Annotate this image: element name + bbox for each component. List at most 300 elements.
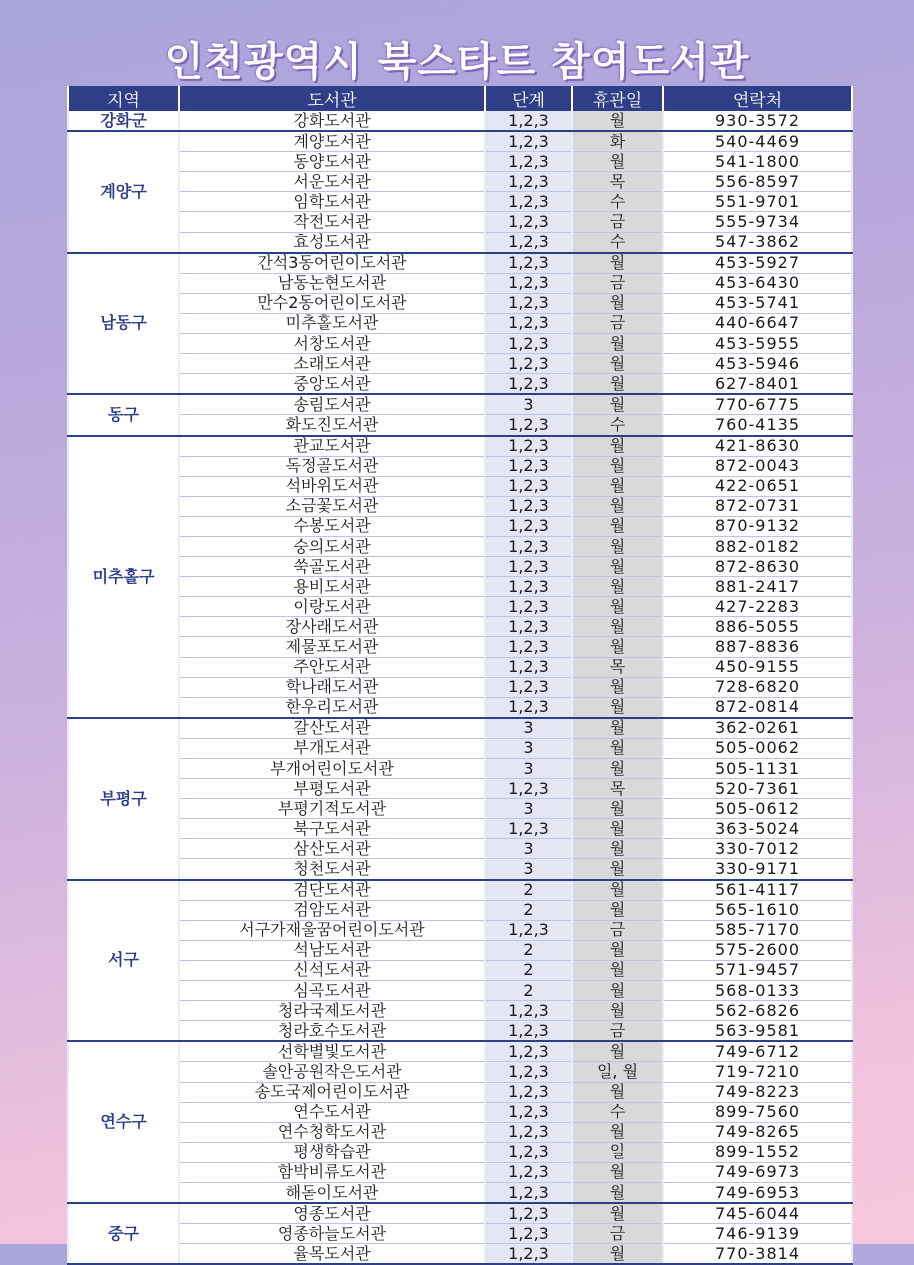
closed-day-cell: 금 — [572, 920, 663, 940]
step-cell: 1,2,3 — [485, 334, 572, 354]
table-row — [68, 617, 852, 637]
table-row — [68, 577, 852, 597]
phone-cell: 505-0062 — [663, 738, 852, 758]
closed-day-cell: 월 — [572, 960, 663, 980]
closed-day-cell: 월 — [572, 394, 663, 415]
table-row — [68, 839, 852, 859]
library-name-cell: 북구도서관 — [179, 819, 485, 839]
table-row — [68, 131, 852, 152]
phone-cell: 627-8401 — [663, 374, 852, 395]
closed-day-cell: 월 — [572, 496, 663, 516]
table-row — [68, 1082, 852, 1102]
step-cell: 1,2,3 — [485, 354, 572, 374]
phone-cell: 565-1610 — [663, 900, 852, 920]
library-name-cell: 영종도서관 — [179, 1203, 485, 1224]
library-name-cell: 용비도서관 — [179, 577, 485, 597]
table-row — [68, 1244, 852, 1265]
table-row — [68, 1102, 852, 1122]
library-name-cell: 소금꽃도서관 — [179, 496, 485, 516]
library-name-cell: 솔안공원작은도서관 — [179, 1062, 485, 1082]
table-row — [68, 597, 852, 617]
step-cell: 3 — [485, 839, 572, 859]
library-name-cell: 부개어린이도서관 — [179, 759, 485, 779]
closed-day-cell: 월 — [572, 374, 663, 395]
closed-day-cell: 월 — [572, 111, 663, 131]
table-row — [68, 637, 852, 657]
table-row — [68, 677, 852, 697]
step-cell: 3 — [485, 738, 572, 758]
library-name-cell: 소래도서관 — [179, 354, 485, 374]
table-row — [68, 1162, 852, 1182]
step-cell: 1,2,3 — [485, 1142, 572, 1162]
step-cell: 1,2,3 — [485, 415, 572, 436]
closed-day-cell: 월 — [572, 334, 663, 354]
table-row — [68, 415, 852, 436]
library-name-cell: 함박비류도서관 — [179, 1162, 485, 1182]
phone-cell: 363-5024 — [663, 819, 852, 839]
step-cell: 2 — [485, 940, 572, 960]
library-name-cell: 서창도서관 — [179, 334, 485, 354]
phone-cell: 872-0731 — [663, 496, 852, 516]
library-name-cell: 신석도서관 — [179, 960, 485, 980]
library-name-cell: 부개도서관 — [179, 738, 485, 758]
step-cell: 1,2,3 — [485, 212, 572, 232]
table-row — [68, 354, 852, 374]
closed-day-cell: 월 — [572, 436, 663, 457]
phone-cell: 547-3862 — [663, 232, 852, 253]
table-row — [68, 1224, 852, 1244]
phone-cell: 561-4117 — [663, 880, 852, 901]
table-row — [68, 940, 852, 960]
closed-day-cell: 월 — [572, 759, 663, 779]
step-cell: 3 — [485, 859, 572, 880]
phone-cell: 899-7560 — [663, 1102, 852, 1122]
region-cell: 동구 — [68, 394, 179, 435]
closed-day-cell: 월 — [572, 1082, 663, 1102]
library-name-cell: 심곡도서관 — [179, 981, 485, 1001]
step-cell: 1,2,3 — [485, 192, 572, 212]
table-row — [68, 1021, 852, 1042]
step-cell: 1,2,3 — [485, 1182, 572, 1203]
table-row — [68, 293, 852, 313]
step-cell: 1,2,3 — [485, 1102, 572, 1122]
phone-cell: 427-2283 — [663, 597, 852, 617]
phone-cell: 749-8223 — [663, 1082, 852, 1102]
step-cell: 1,2,3 — [485, 313, 572, 333]
library-name-cell: 미추홀도서관 — [179, 313, 485, 333]
library-name-cell: 화도진도서관 — [179, 415, 485, 436]
closed-day-cell: 월 — [572, 1244, 663, 1265]
library-name-cell: 작전도서관 — [179, 212, 485, 232]
closed-day-cell: 월 — [572, 354, 663, 374]
phone-cell: 563-9581 — [663, 1021, 852, 1042]
phone-cell: 330-7012 — [663, 839, 852, 859]
phone-cell: 749-6953 — [663, 1182, 852, 1203]
table-row — [68, 273, 852, 293]
phone-cell: 887-8836 — [663, 637, 852, 657]
closed-day-cell: 목 — [572, 779, 663, 799]
phone-cell: 422-0651 — [663, 476, 852, 496]
table-row — [68, 718, 852, 739]
step-cell: 1,2,3 — [485, 697, 572, 718]
library-name-cell: 청라호수도서관 — [179, 1021, 485, 1042]
table-row — [68, 557, 852, 577]
step-cell: 1,2,3 — [485, 131, 572, 152]
library-name-cell: 임학도서관 — [179, 192, 485, 212]
table-row — [68, 516, 852, 536]
closed-day-cell: 월 — [572, 900, 663, 920]
step-cell: 1,2,3 — [485, 476, 572, 496]
library-name-cell: 선학별빛도서관 — [179, 1041, 485, 1062]
header-library: 도서관 — [179, 86, 485, 111]
closed-day-cell: 월 — [572, 253, 663, 274]
phone-cell: 541-1800 — [663, 152, 852, 172]
step-cell: 1,2,3 — [485, 1122, 572, 1142]
table-row — [68, 1062, 852, 1082]
library-name-cell: 율목도서관 — [179, 1244, 485, 1265]
table-row — [68, 1122, 852, 1142]
region-cell: 부평구 — [68, 718, 179, 880]
phone-cell: 728-6820 — [663, 677, 852, 697]
closed-day-cell: 월 — [572, 456, 663, 476]
closed-day-cell: 금 — [572, 273, 663, 293]
step-cell: 1,2,3 — [485, 374, 572, 395]
table-row — [68, 738, 852, 758]
step-cell: 1,2,3 — [485, 1244, 572, 1265]
library-name-cell: 간석3동어린이도서관 — [179, 253, 485, 274]
phone-cell: 453-5955 — [663, 334, 852, 354]
step-cell: 1,2,3 — [485, 496, 572, 516]
phone-cell: 330-9171 — [663, 859, 852, 880]
closed-day-cell: 월 — [572, 738, 663, 758]
closed-day-cell: 월 — [572, 880, 663, 901]
phone-cell: 450-9155 — [663, 657, 852, 677]
step-cell: 1,2,3 — [485, 273, 572, 293]
table-row — [68, 981, 852, 1001]
step-cell: 1,2,3 — [485, 1041, 572, 1062]
library-name-cell: 부평도서관 — [179, 779, 485, 799]
phone-cell: 746-9139 — [663, 1224, 852, 1244]
table-row — [68, 657, 852, 677]
step-cell: 1,2,3 — [485, 577, 572, 597]
table-row — [68, 374, 852, 395]
table-row — [68, 253, 852, 274]
library-name-cell: 청라국제도서관 — [179, 1001, 485, 1021]
closed-day-cell: 월 — [572, 839, 663, 859]
closed-day-cell: 월 — [572, 516, 663, 536]
library-table — [67, 86, 853, 1265]
library-name-cell: 만수2동어린이도서관 — [179, 293, 485, 313]
phone-cell: 760-4135 — [663, 415, 852, 436]
table-row — [68, 192, 852, 212]
library-name-cell: 강화도서관 — [179, 111, 485, 131]
closed-day-cell: 금 — [572, 1224, 663, 1244]
library-name-cell: 해돋이도서관 — [179, 1182, 485, 1203]
step-cell: 1,2,3 — [485, 557, 572, 577]
closed-day-cell: 월 — [572, 1182, 663, 1203]
table-row — [68, 536, 852, 556]
closed-day-cell: 월 — [572, 1122, 663, 1142]
library-name-cell: 검암도서관 — [179, 900, 485, 920]
library-name-cell: 숭의도서관 — [179, 536, 485, 556]
closed-day-cell: 수 — [572, 192, 663, 212]
library-name-cell: 중앙도서관 — [179, 374, 485, 395]
step-cell: 1,2,3 — [485, 779, 572, 799]
closed-day-cell: 월 — [572, 617, 663, 637]
library-name-cell: 쑥골도서관 — [179, 557, 485, 577]
table-row — [68, 759, 852, 779]
step-cell: 1,2,3 — [485, 1203, 572, 1224]
region-cell: 연수구 — [68, 1041, 179, 1203]
step-cell: 1,2,3 — [485, 1021, 572, 1042]
step-cell: 3 — [485, 759, 572, 779]
library-name-cell: 수봉도서관 — [179, 516, 485, 536]
phone-cell: 930-3572 — [663, 111, 852, 131]
step-cell: 1,2,3 — [485, 456, 572, 476]
phone-cell: 505-1131 — [663, 759, 852, 779]
phone-cell: 453-5927 — [663, 253, 852, 274]
phone-cell: 585-7170 — [663, 920, 852, 940]
phone-cell: 562-6826 — [663, 1001, 852, 1021]
table-row — [68, 111, 852, 131]
library-name-cell: 학나래도서관 — [179, 677, 485, 697]
closed-day-cell: 수 — [572, 232, 663, 253]
step-cell: 1,2,3 — [485, 920, 572, 940]
closed-day-cell: 일, 월 — [572, 1062, 663, 1082]
closed-day-cell: 금 — [572, 1021, 663, 1042]
table-row — [68, 1041, 852, 1062]
step-cell: 1,2,3 — [485, 1001, 572, 1021]
table-row — [68, 880, 852, 901]
library-name-cell: 석남도서관 — [179, 940, 485, 960]
library-name-cell: 연수도서관 — [179, 1102, 485, 1122]
closed-day-cell: 월 — [572, 1001, 663, 1021]
step-cell: 1,2,3 — [485, 516, 572, 536]
table-row — [68, 476, 852, 496]
step-cell: 1,2,3 — [485, 637, 572, 657]
closed-day-cell: 월 — [572, 981, 663, 1001]
table-row — [68, 394, 852, 415]
table-body — [68, 111, 852, 1264]
closed-day-cell: 금 — [572, 212, 663, 232]
closed-day-cell: 월 — [572, 859, 663, 880]
table-row — [68, 172, 852, 192]
step-cell: 1,2,3 — [485, 1062, 572, 1082]
phone-cell: 571-9457 — [663, 960, 852, 980]
closed-day-cell: 월 — [572, 637, 663, 657]
table-row — [68, 960, 852, 980]
table-row — [68, 1142, 852, 1162]
phone-cell: 881-2417 — [663, 577, 852, 597]
table-row — [68, 697, 852, 718]
library-name-cell: 영종하늘도서관 — [179, 1224, 485, 1244]
step-cell: 1,2,3 — [485, 1082, 572, 1102]
phone-cell: 568-0133 — [663, 981, 852, 1001]
header-closed-day: 휴관일 — [572, 86, 663, 111]
phone-cell: 520-7361 — [663, 779, 852, 799]
step-cell: 1,2,3 — [485, 172, 572, 192]
table-row — [68, 920, 852, 940]
table-row — [68, 1001, 852, 1021]
step-cell: 1,2,3 — [485, 819, 572, 839]
closed-day-cell: 월 — [572, 697, 663, 718]
table-row — [68, 334, 852, 354]
region-cell: 계양구 — [68, 131, 179, 253]
table-row — [68, 859, 852, 880]
phone-cell: 872-8630 — [663, 557, 852, 577]
phone-cell: 505-0612 — [663, 799, 852, 819]
library-name-cell: 송림도서관 — [179, 394, 485, 415]
phone-cell: 555-9734 — [663, 212, 852, 232]
table-row — [68, 313, 852, 333]
library-name-cell: 갈산도서관 — [179, 718, 485, 739]
step-cell: 1,2,3 — [485, 293, 572, 313]
step-cell: 1,2,3 — [485, 111, 572, 131]
library-name-cell: 남동논현도서관 — [179, 273, 485, 293]
closed-day-cell: 수 — [572, 1102, 663, 1122]
step-cell: 1,2,3 — [485, 536, 572, 556]
step-cell: 1,2,3 — [485, 597, 572, 617]
step-cell: 2 — [485, 981, 572, 1001]
phone-cell: 453-5741 — [663, 293, 852, 313]
closed-day-cell: 월 — [572, 1203, 663, 1224]
table-row — [68, 436, 852, 457]
closed-day-cell: 월 — [572, 940, 663, 960]
library-name-cell: 청천도서관 — [179, 859, 485, 880]
phone-cell: 453-6430 — [663, 273, 852, 293]
closed-day-cell: 월 — [572, 557, 663, 577]
library-name-cell: 효성도서관 — [179, 232, 485, 253]
library-name-cell: 주안도서관 — [179, 657, 485, 677]
library-name-cell: 평생학습관 — [179, 1142, 485, 1162]
table-row — [68, 456, 852, 476]
table-row — [68, 232, 852, 253]
step-cell: 2 — [485, 900, 572, 920]
step-cell: 3 — [485, 394, 572, 415]
phone-cell: 540-4469 — [663, 131, 852, 152]
phone-cell: 551-9701 — [663, 192, 852, 212]
step-cell: 1,2,3 — [485, 436, 572, 457]
library-name-cell: 동양도서관 — [179, 152, 485, 172]
phone-cell: 899-1552 — [663, 1142, 852, 1162]
region-cell: 서구 — [68, 880, 179, 1042]
step-cell: 1,2,3 — [485, 152, 572, 172]
phone-cell: 886-5055 — [663, 617, 852, 637]
closed-day-cell: 월 — [572, 718, 663, 739]
page-title: 인천광역시 북스타트 참여도서관 — [164, 39, 750, 85]
step-cell: 1,2,3 — [485, 1224, 572, 1244]
closed-day-cell: 화 — [572, 131, 663, 152]
step-cell: 1,2,3 — [485, 677, 572, 697]
step-cell: 1,2,3 — [485, 1162, 572, 1182]
table-row — [68, 152, 852, 172]
step-cell: 1,2,3 — [485, 657, 572, 677]
closed-day-cell: 월 — [572, 1162, 663, 1182]
phone-cell: 575-2600 — [663, 940, 852, 960]
step-cell: 3 — [485, 718, 572, 739]
closed-day-cell: 목 — [572, 172, 663, 192]
library-name-cell: 독정골도서관 — [179, 456, 485, 476]
phone-cell: 872-0814 — [663, 697, 852, 718]
phone-cell: 719-7210 — [663, 1062, 852, 1082]
table-row — [68, 799, 852, 819]
table-row — [68, 496, 852, 516]
closed-day-cell: 월 — [572, 1041, 663, 1062]
region-cell: 미추홀구 — [68, 436, 179, 718]
closed-day-cell: 월 — [572, 577, 663, 597]
phone-cell: 749-6973 — [663, 1162, 852, 1182]
library-name-cell: 검단도서관 — [179, 880, 485, 901]
phone-cell: 870-9132 — [663, 516, 852, 536]
phone-cell: 556-8597 — [663, 172, 852, 192]
closed-day-cell: 월 — [572, 476, 663, 496]
library-name-cell: 석바위도서관 — [179, 476, 485, 496]
table-row — [68, 1203, 852, 1224]
phone-cell: 440-6647 — [663, 313, 852, 333]
step-cell: 1,2,3 — [485, 253, 572, 274]
phone-cell: 453-5946 — [663, 354, 852, 374]
closed-day-cell: 월 — [572, 536, 663, 556]
library-name-cell: 제물포도서관 — [179, 637, 485, 657]
header-region: 지역 — [68, 86, 179, 111]
closed-day-cell: 월 — [572, 677, 663, 697]
library-name-cell: 장사래도서관 — [179, 617, 485, 637]
closed-day-cell: 월 — [572, 597, 663, 617]
step-cell: 3 — [485, 799, 572, 819]
table-header-row — [68, 86, 852, 111]
phone-cell: 362-0261 — [663, 718, 852, 739]
library-name-cell: 서운도서관 — [179, 172, 485, 192]
region-cell: 강화군 — [68, 111, 179, 131]
region-cell: 남동구 — [68, 253, 179, 395]
library-name-cell: 삼산도서관 — [179, 839, 485, 859]
closed-day-cell: 목 — [572, 657, 663, 677]
library-name-cell: 관교도서관 — [179, 436, 485, 457]
closed-day-cell: 수 — [572, 415, 663, 436]
table-row — [68, 212, 852, 232]
library-name-cell: 계양도서관 — [179, 131, 485, 152]
closed-day-cell: 월 — [572, 819, 663, 839]
phone-cell: 770-6775 — [663, 394, 852, 415]
step-cell: 2 — [485, 960, 572, 980]
step-cell: 2 — [485, 880, 572, 901]
closed-day-cell: 월 — [572, 799, 663, 819]
phone-cell: 882-0182 — [663, 536, 852, 556]
library-name-cell: 연수청학도서관 — [179, 1122, 485, 1142]
phone-cell: 421-8630 — [663, 436, 852, 457]
table-row — [68, 819, 852, 839]
phone-cell: 872-0043 — [663, 456, 852, 476]
table-row — [68, 779, 852, 799]
header-contact: 연락처 — [663, 86, 852, 111]
library-name-cell: 이랑도서관 — [179, 597, 485, 617]
library-name-cell: 한우리도서관 — [179, 697, 485, 718]
region-cell: 중구 — [68, 1203, 179, 1264]
closed-day-cell: 월 — [572, 152, 663, 172]
closed-day-cell: 일 — [572, 1142, 663, 1162]
step-cell: 1,2,3 — [485, 232, 572, 253]
closed-day-cell: 월 — [572, 293, 663, 313]
header-step: 단계 — [485, 86, 572, 111]
step-cell: 1,2,3 — [485, 617, 572, 637]
phone-cell: 749-8265 — [663, 1122, 852, 1142]
phone-cell: 770-3814 — [663, 1244, 852, 1265]
table-row — [68, 900, 852, 920]
phone-cell: 749-6712 — [663, 1041, 852, 1062]
library-name-cell: 서구가재울꿈어린이도서관 — [179, 920, 485, 940]
library-name-cell: 부평기적도서관 — [179, 799, 485, 819]
table-row — [68, 1182, 852, 1203]
